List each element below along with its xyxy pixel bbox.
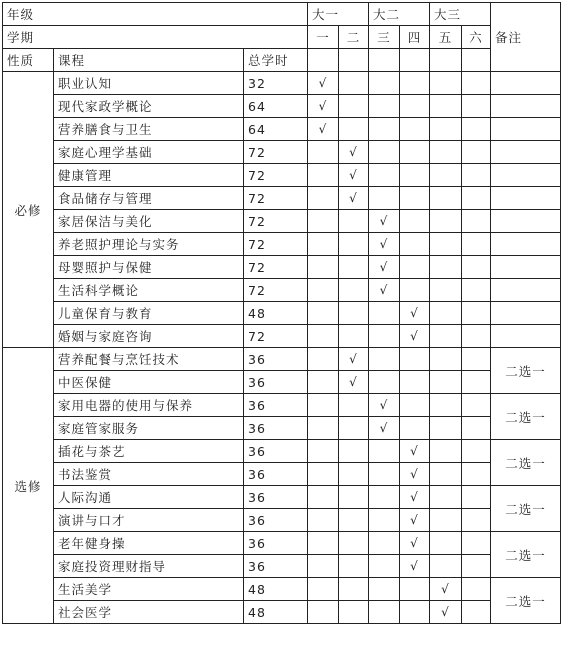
empty-cell — [339, 95, 369, 118]
check-mark: √ — [400, 555, 430, 578]
empty-cell — [400, 601, 430, 624]
course-hours: 36 — [244, 417, 308, 440]
empty-cell — [430, 348, 462, 371]
empty-cell — [339, 463, 369, 486]
table-row — [3, 118, 561, 141]
empty-cell — [369, 486, 400, 509]
empty-cell — [339, 417, 369, 440]
empty-cell — [339, 394, 369, 417]
category-cell: 必修 — [3, 72, 54, 348]
check-mark: √ — [339, 371, 369, 394]
empty-cell — [491, 187, 561, 210]
empty-cell — [308, 440, 339, 463]
table-row — [3, 164, 561, 187]
year-1-label: 大一 — [308, 3, 369, 26]
empty-cell — [339, 233, 369, 256]
check-mark: √ — [369, 394, 400, 417]
check-mark: √ — [400, 440, 430, 463]
course-name: 演讲与口才 — [54, 509, 244, 532]
check-mark: √ — [369, 210, 400, 233]
empty-cell — [339, 532, 369, 555]
empty-cell — [369, 463, 400, 486]
empty-cell — [369, 532, 400, 555]
course-label: 课程 — [54, 49, 244, 72]
table-row — [3, 486, 561, 509]
course-name: 婚姻与家庭咨询 — [54, 325, 244, 348]
empty-cell — [491, 233, 561, 256]
check-mark: √ — [400, 463, 430, 486]
empty-cell — [462, 348, 491, 371]
header-row-grade — [3, 3, 561, 26]
header-row-columns — [3, 49, 561, 72]
empty-cell — [462, 440, 491, 463]
check-mark: √ — [339, 164, 369, 187]
empty-cell — [369, 348, 400, 371]
empty-cell — [308, 555, 339, 578]
empty-cell — [430, 256, 462, 279]
empty-cell — [308, 509, 339, 532]
empty-cell — [430, 187, 462, 210]
empty-cell — [400, 256, 430, 279]
course-hours: 64 — [244, 118, 308, 141]
empty-cell — [462, 371, 491, 394]
empty-cell — [462, 164, 491, 187]
empty-cell — [462, 72, 491, 95]
empty-cell — [462, 486, 491, 509]
empty-cell — [369, 601, 400, 624]
course-hours: 72 — [244, 233, 308, 256]
table-row — [3, 279, 561, 302]
empty-cell — [369, 578, 400, 601]
empty-cell — [462, 95, 491, 118]
empty-cell — [462, 233, 491, 256]
semester-label: 学期 — [3, 26, 308, 49]
empty-cell — [400, 49, 430, 72]
course-name: 健康管理 — [54, 164, 244, 187]
course-name: 职业认知 — [54, 72, 244, 95]
empty-cell — [400, 187, 430, 210]
check-mark: √ — [369, 256, 400, 279]
empty-cell — [430, 371, 462, 394]
empty-cell — [400, 164, 430, 187]
course-hours: 72 — [244, 210, 308, 233]
course-name: 生活美学 — [54, 578, 244, 601]
elective-note: 二选一 — [491, 348, 561, 394]
table-row — [3, 417, 561, 440]
empty-cell — [369, 302, 400, 325]
empty-cell — [430, 95, 462, 118]
empty-cell — [430, 141, 462, 164]
empty-cell — [339, 279, 369, 302]
course-name: 插花与茶艺 — [54, 440, 244, 463]
semester-3-label: 三 — [369, 26, 400, 49]
check-mark: √ — [339, 348, 369, 371]
empty-cell — [462, 463, 491, 486]
empty-cell — [308, 578, 339, 601]
course-name: 社会医学 — [54, 601, 244, 624]
empty-cell — [430, 233, 462, 256]
course-hours: 72 — [244, 279, 308, 302]
course-name: 儿童保育与教育 — [54, 302, 244, 325]
empty-cell — [491, 210, 561, 233]
course-name: 营养配餐与烹饪技术 — [54, 348, 244, 371]
empty-cell — [400, 417, 430, 440]
empty-cell — [400, 210, 430, 233]
empty-cell — [400, 371, 430, 394]
check-mark: √ — [369, 233, 400, 256]
empty-cell — [339, 486, 369, 509]
empty-cell — [462, 210, 491, 233]
grade-label: 年级 — [3, 3, 308, 26]
empty-cell — [308, 601, 339, 624]
empty-cell — [308, 463, 339, 486]
empty-cell — [308, 417, 339, 440]
category-label: 性质 — [3, 49, 54, 72]
course-name: 老年健身操 — [54, 532, 244, 555]
empty-cell — [430, 417, 462, 440]
empty-cell — [491, 118, 561, 141]
table-row — [3, 256, 561, 279]
empty-cell — [462, 118, 491, 141]
empty-cell — [369, 555, 400, 578]
semester-1-label: 一 — [308, 26, 339, 49]
empty-cell — [430, 509, 462, 532]
table-row — [3, 578, 561, 601]
elective-note: 二选一 — [491, 532, 561, 578]
table-row — [3, 325, 561, 348]
table-row — [3, 440, 561, 463]
empty-cell — [430, 210, 462, 233]
course-hours: 36 — [244, 394, 308, 417]
check-mark: √ — [400, 532, 430, 555]
table-row — [3, 371, 561, 394]
empty-cell — [339, 49, 369, 72]
check-mark: √ — [430, 601, 462, 624]
check-mark: √ — [400, 486, 430, 509]
empty-cell — [308, 210, 339, 233]
empty-cell — [430, 394, 462, 417]
course-hours: 48 — [244, 302, 308, 325]
empty-cell — [369, 164, 400, 187]
course-name: 生活科学概论 — [54, 279, 244, 302]
empty-cell — [339, 72, 369, 95]
table-row — [3, 394, 561, 417]
course-hours: 36 — [244, 463, 308, 486]
empty-cell — [339, 440, 369, 463]
empty-cell — [430, 279, 462, 302]
course-hours: 48 — [244, 601, 308, 624]
empty-cell — [430, 118, 462, 141]
semester-5-label: 五 — [430, 26, 462, 49]
table-row — [3, 95, 561, 118]
category-cell: 选修 — [3, 348, 54, 624]
empty-cell — [430, 486, 462, 509]
semester-2-label: 二 — [339, 26, 369, 49]
empty-cell — [308, 141, 339, 164]
course-name: 家庭心理学基础 — [54, 141, 244, 164]
course-name: 食品储存与管理 — [54, 187, 244, 210]
empty-cell — [462, 279, 491, 302]
empty-cell — [462, 578, 491, 601]
empty-cell — [339, 210, 369, 233]
empty-cell — [462, 256, 491, 279]
course-hours: 36 — [244, 555, 308, 578]
empty-cell — [369, 118, 400, 141]
course-name: 家居保洁与美化 — [54, 210, 244, 233]
empty-cell — [369, 49, 400, 72]
check-mark: √ — [308, 95, 339, 118]
course-hours: 36 — [244, 532, 308, 555]
year-2-label: 大二 — [369, 3, 430, 26]
empty-cell — [308, 371, 339, 394]
elective-note: 二选一 — [491, 486, 561, 532]
table-row — [3, 509, 561, 532]
empty-cell — [491, 141, 561, 164]
empty-cell — [400, 72, 430, 95]
empty-cell — [462, 417, 491, 440]
table-row — [3, 302, 561, 325]
check-mark: √ — [308, 72, 339, 95]
empty-cell — [491, 325, 561, 348]
check-mark: √ — [339, 141, 369, 164]
course-name: 书法鉴赏 — [54, 463, 244, 486]
empty-cell — [462, 509, 491, 532]
empty-cell — [491, 302, 561, 325]
empty-cell — [400, 279, 430, 302]
empty-cell — [462, 394, 491, 417]
empty-cell — [462, 141, 491, 164]
empty-cell — [400, 118, 430, 141]
course-name: 家庭投资理财指导 — [54, 555, 244, 578]
course-hours: 36 — [244, 348, 308, 371]
course-hours: 72 — [244, 141, 308, 164]
check-mark: √ — [400, 325, 430, 348]
empty-cell — [462, 325, 491, 348]
semester-6-label: 六 — [462, 26, 491, 49]
elective-note: 二选一 — [491, 440, 561, 486]
empty-cell — [308, 256, 339, 279]
check-mark: √ — [369, 279, 400, 302]
empty-cell — [462, 187, 491, 210]
empty-cell — [400, 95, 430, 118]
empty-cell — [400, 394, 430, 417]
empty-cell — [400, 141, 430, 164]
empty-cell — [339, 555, 369, 578]
hours-label: 总学时 — [244, 49, 308, 72]
empty-cell — [339, 509, 369, 532]
course-hours: 36 — [244, 509, 308, 532]
empty-cell — [369, 325, 400, 348]
empty-cell — [339, 256, 369, 279]
empty-cell — [430, 440, 462, 463]
empty-cell — [400, 578, 430, 601]
empty-cell — [308, 325, 339, 348]
course-hours: 72 — [244, 187, 308, 210]
empty-cell — [430, 164, 462, 187]
empty-cell — [308, 233, 339, 256]
table-row — [3, 72, 561, 95]
elective-note: 二选一 — [491, 394, 561, 440]
table-row — [3, 233, 561, 256]
table-row — [3, 532, 561, 555]
empty-cell — [369, 141, 400, 164]
course-name: 营养膳食与卫生 — [54, 118, 244, 141]
course-hours: 64 — [244, 95, 308, 118]
empty-cell — [491, 95, 561, 118]
empty-cell — [308, 394, 339, 417]
empty-cell — [430, 302, 462, 325]
empty-cell — [369, 95, 400, 118]
empty-cell — [462, 302, 491, 325]
empty-cell — [491, 279, 561, 302]
empty-cell — [491, 72, 561, 95]
course-schedule-table — [2, 2, 561, 624]
empty-cell — [430, 532, 462, 555]
check-mark: √ — [430, 578, 462, 601]
empty-cell — [462, 49, 491, 72]
table-row — [3, 141, 561, 164]
empty-cell — [369, 509, 400, 532]
empty-cell — [369, 187, 400, 210]
empty-cell — [430, 463, 462, 486]
empty-cell — [430, 555, 462, 578]
table-row — [3, 348, 561, 371]
table-row — [3, 210, 561, 233]
empty-cell — [308, 187, 339, 210]
table-row — [3, 187, 561, 210]
course-name: 家用电器的使用与保养 — [54, 394, 244, 417]
course-hours: 36 — [244, 486, 308, 509]
empty-cell — [462, 532, 491, 555]
empty-cell — [308, 302, 339, 325]
course-hours: 72 — [244, 164, 308, 187]
check-mark: √ — [339, 187, 369, 210]
course-name: 养老照护理论与实务 — [54, 233, 244, 256]
check-mark: √ — [400, 509, 430, 532]
course-hours: 32 — [244, 72, 308, 95]
course-name: 母婴照护与保健 — [54, 256, 244, 279]
course-hours: 48 — [244, 578, 308, 601]
empty-cell — [308, 486, 339, 509]
empty-cell — [491, 164, 561, 187]
empty-cell — [308, 348, 339, 371]
check-mark: √ — [308, 118, 339, 141]
elective-note: 二选一 — [491, 578, 561, 624]
course-hours: 36 — [244, 440, 308, 463]
empty-cell — [369, 440, 400, 463]
table-row — [3, 463, 561, 486]
empty-cell — [369, 371, 400, 394]
table-row — [3, 601, 561, 624]
semester-4-label: 四 — [400, 26, 430, 49]
empty-cell — [339, 302, 369, 325]
empty-cell — [369, 72, 400, 95]
empty-cell — [308, 279, 339, 302]
empty-cell — [462, 555, 491, 578]
check-mark: √ — [400, 302, 430, 325]
table-row — [3, 555, 561, 578]
empty-cell — [339, 578, 369, 601]
remarks-label: 备注 — [491, 3, 561, 72]
empty-cell — [400, 233, 430, 256]
empty-cell — [430, 72, 462, 95]
course-name: 家庭管家服务 — [54, 417, 244, 440]
year-3-label: 大三 — [430, 3, 491, 26]
empty-cell — [339, 325, 369, 348]
course-hours: 72 — [244, 256, 308, 279]
empty-cell — [308, 532, 339, 555]
empty-cell — [400, 348, 430, 371]
course-hours: 36 — [244, 371, 308, 394]
empty-cell — [308, 164, 339, 187]
check-mark: √ — [369, 417, 400, 440]
empty-cell — [430, 49, 462, 72]
empty-cell — [308, 49, 339, 72]
empty-cell — [339, 601, 369, 624]
header-row-semester — [3, 26, 561, 49]
course-name: 现代家政学概论 — [54, 95, 244, 118]
empty-cell — [462, 601, 491, 624]
course-name: 人际沟通 — [54, 486, 244, 509]
empty-cell — [491, 256, 561, 279]
empty-cell — [430, 325, 462, 348]
course-hours: 72 — [244, 325, 308, 348]
course-name: 中医保健 — [54, 371, 244, 394]
empty-cell — [339, 118, 369, 141]
